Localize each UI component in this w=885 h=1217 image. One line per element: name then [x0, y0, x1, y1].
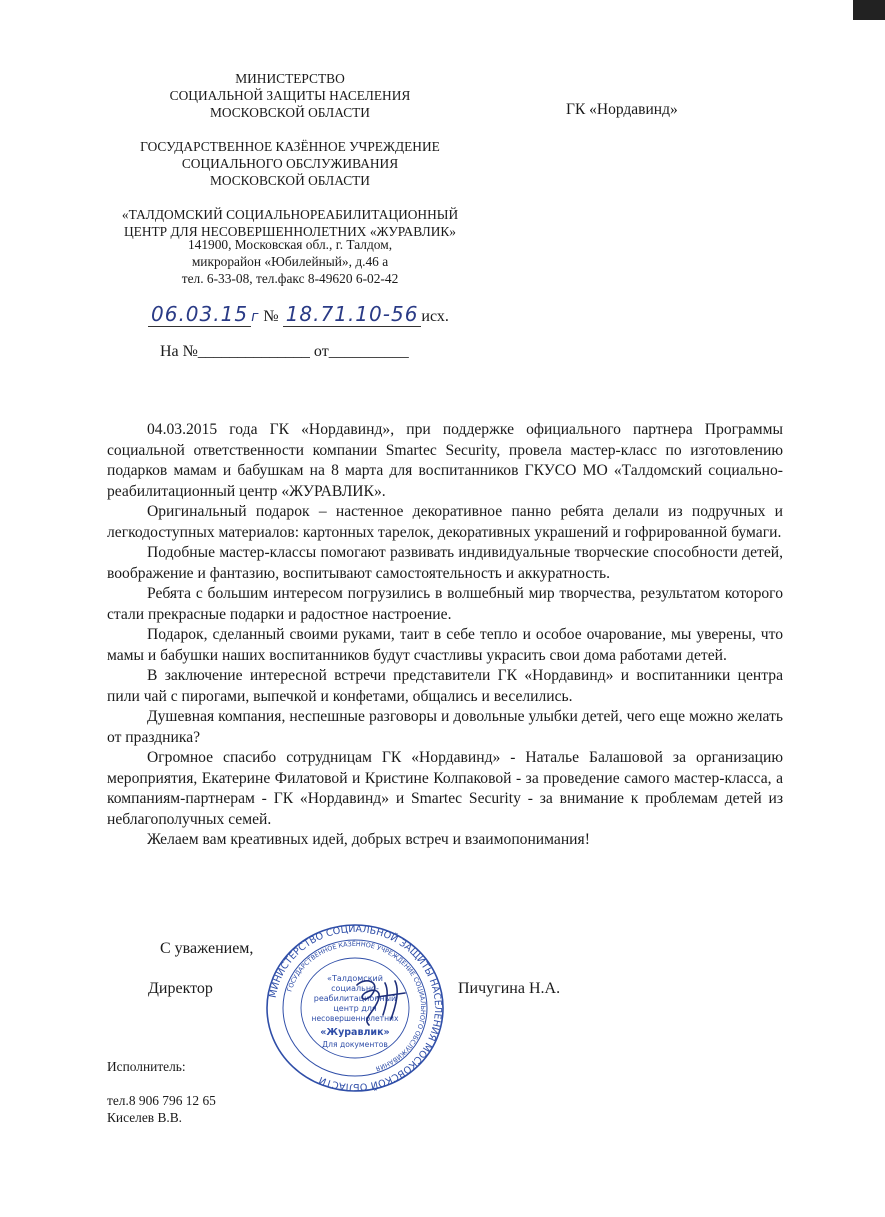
executor-phone: тел.8 906 796 12 65: [107, 1093, 216, 1108]
stamp-center-line: реабилитационный: [313, 994, 397, 1003]
address-line: тел. 6-33-08, тел.факс 8-49620 6-02-42: [181, 271, 399, 286]
official-stamp: [265, 923, 445, 1093]
recipient: ГК «Нордавинд»: [566, 101, 678, 118]
paragraph: Желаем вам креативных идей, добрых встреч и взаимопонимания!: [147, 831, 590, 848]
paragraph: Подобные мастер-классы помогают развивать индивидуальные творческие способности детей, воображение и фантазию, воспитывают самостоятельность и аккуратность.: [107, 544, 783, 582]
header-line: СОЦИАЛЬНОЙ ЗАЩИТЫ НАСЕЛЕНИЯ: [169, 88, 411, 103]
header-line: «ТАЛДОМСКИЙ СОЦИАЛЬНОРЕАБИЛИТАЦИОННЫЙ: [121, 207, 459, 222]
header-line: МОСКОВСКОЙ ОБЛАСТИ: [210, 173, 370, 188]
paragraph: Ребята с большим интересом погрузились в волшебный мир творчества, результатом которого стали прекрасные подарки и радостное настроение.: [107, 585, 783, 623]
header-line: ЦЕНТР ДЛЯ НЕСОВЕРШЕННОЛЕТНИХ «ЖУРАВЛИК»: [123, 224, 457, 239]
handwritten-number: 18.71.10-56: [283, 302, 422, 327]
header-line: СОЦИАЛЬНОГО ОБСЛУЖИВАНИЯ: [181, 156, 399, 171]
paragraph: 04.03.2015 года ГК «Нордавинд», при поддержке официального партнера Программы социальной ответственности компании Smartec Security, провела мастер-класс по изготовлению подарков мамам и бабушкам на 8 марта для воспитанников ГКУСО МО «Талдомский социально-реабилитационный центр «ЖУРАВЛИК».: [107, 421, 783, 500]
signatory-name: Пичугина Н.А.: [458, 980, 561, 997]
handwritten-date-suffix: г: [251, 309, 260, 325]
executor-name: Киселев В.В.: [107, 1110, 183, 1125]
reference-line: На №______________ от__________: [160, 343, 409, 360]
number-sign: №: [263, 308, 279, 325]
paragraph: Душевная компания, неспешные разговоры и довольные улыбки детей, чего еще можно желать от праздника?: [107, 708, 783, 746]
stamp-center-line: социально-: [331, 984, 379, 993]
paragraph: В заключение интересной встречи представители ГК «Нордавинд» и воспитанники центра пили чай с пирогами, выпечкой и конфетами, общались и веселились.: [107, 667, 783, 705]
stamp-center-line: несовершеннолетних: [311, 1014, 399, 1023]
stamp-bottom-text: Для документов: [322, 1040, 388, 1049]
header-line: МИНИСТЕРСТВО: [235, 71, 345, 86]
header-line: ГОСУДАРСТВЕННОЕ КАЗЁННОЕ УЧРЕЖДЕНИЕ: [140, 139, 440, 154]
paragraph: Подарок, сделанный своими руками, таит в себе тепло и особое очарование, мы уверены, что мамы и бабушки наших воспитанников будут счастливы украсить свои дома работами детей.: [107, 626, 783, 664]
paragraph: Огромное спасибо сотрудницам ГК «Нордавинд» - Наталье Балашовой за организацию мероприятия, Екатерине Филатовой и Кристине Колпаковой - за проведение самого мастер-класса, а компаниям-партнерам - ГК «Нордавинд» и Smartec Security - за внимание к проблемам детей из неблагополучных семей.: [107, 749, 783, 828]
signatory-position: Директор: [148, 980, 213, 997]
address-line: микрорайон «Юбилейный», д.46 а: [191, 254, 389, 269]
stamp-center-line: центр для: [333, 1004, 377, 1013]
stamp-center-line: «Журавлик»: [320, 1027, 390, 1038]
stamp-center-line: «Талдомский: [327, 974, 383, 983]
address-line: 141900, Московская обл., г. Талдом,: [187, 237, 393, 252]
paragraph: Оригинальный подарок – настенное декоративное панно ребята делали из подручных и легкодоступных материалов: картонных тарелок, декоративных украшений и гофрированной бумаги.: [107, 503, 783, 541]
registration-line: [148, 302, 449, 326]
scan-corner-artifact: [853, 0, 885, 20]
letter-body: [107, 420, 783, 851]
stamp-inner-text: ГОСУДАРСТВЕННОЕ КАЗЁННОЕ УЧРЕЖДЕНИЕ СОЦИАЛЬНОГО ОБСЛУЖИВАНИЯ: [285, 939, 428, 1073]
sender-header: [120, 70, 460, 240]
executor-label: Исполнитель:: [107, 1059, 186, 1074]
handwritten-date: 06.03.15: [148, 302, 251, 327]
closing-regards: С уважением,: [160, 940, 254, 957]
sender-address: [145, 236, 435, 287]
header-line: МОСКОВСКОЙ ОБЛАСТИ: [210, 105, 370, 120]
stamp-outer-text: МИНИСТЕРСТВО СОЦИАЛЬНОЙ ЗАЩИТЫ НАСЕЛЕНИЯ МОСКОВСКОЙ ОБЛАСТИ: [267, 923, 444, 1093]
outgoing-label: исх.: [421, 308, 449, 325]
